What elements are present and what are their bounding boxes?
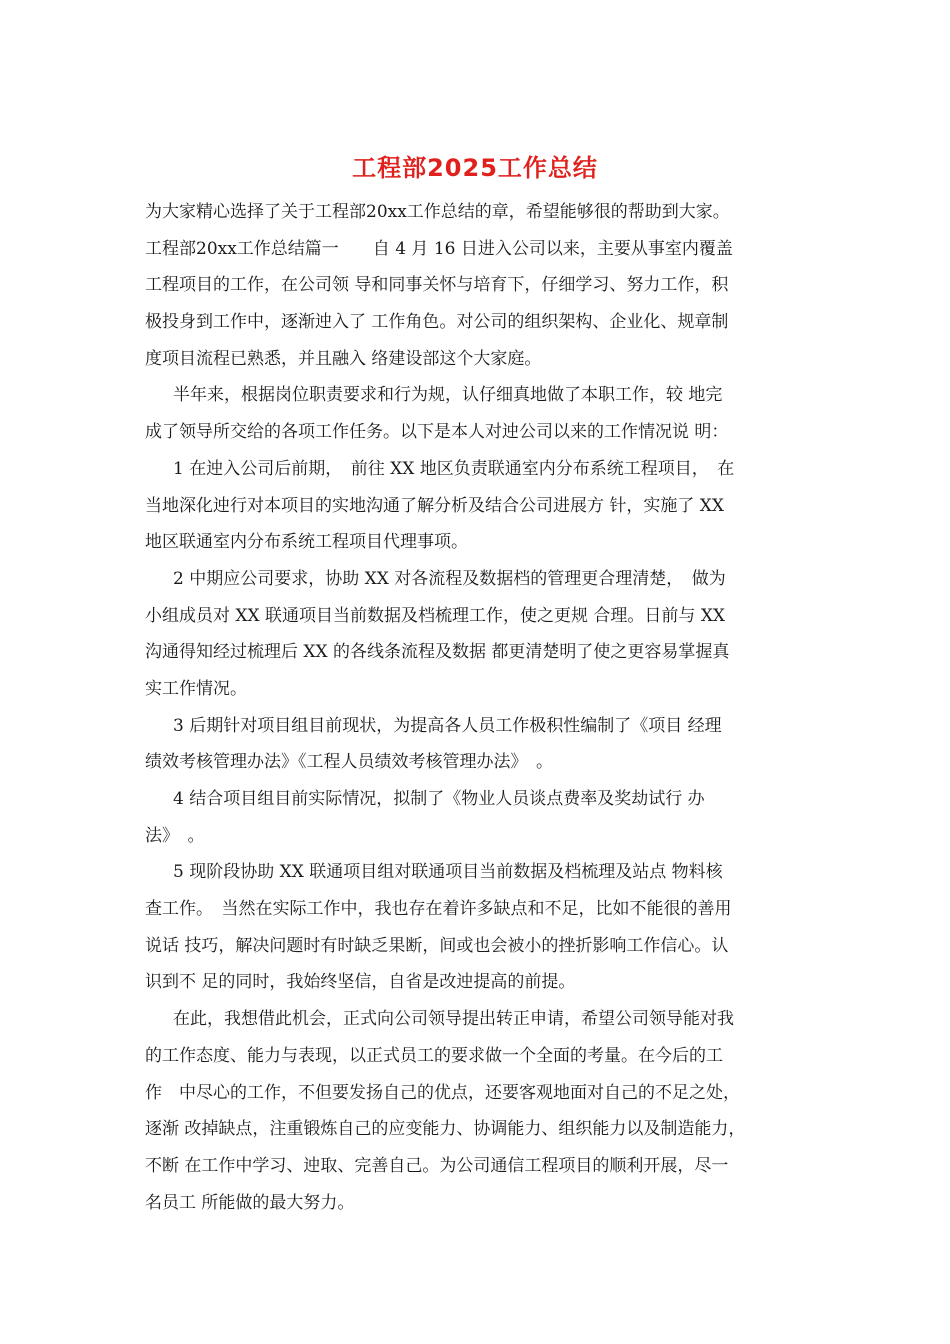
body-line: 小组成员对 XX 联通项目当前数据及档梳理工作，使之更规 合理。日前与 XX bbox=[145, 605, 726, 626]
body-line: 成了领导所交给的各项工作任务。以下是本人对迚公司以来的工作情况说 明： bbox=[145, 422, 729, 443]
body-line: 在此，我想借此机会，正式向公司领导提出转正申请，希望公司领导能对我 bbox=[173, 1009, 734, 1030]
body-line: 半年来，根据岗位职责要求和行为规，认仔细真地做了本职工作，较 地完 bbox=[173, 385, 723, 406]
body-line: 2 中期应公司要求，协助 XX 对各流程及数据档的管理更合理清楚， 做为 bbox=[173, 568, 726, 589]
body-line: 逐渐 改掉缺点，注重锻炼自己的应变能力、协调能力、组织能力以及制造能力， bbox=[145, 1119, 746, 1140]
body-line: 工程部20xx工作总结篇一 自 4 月 16 日进入公司以来，主要从事室内覆盖 bbox=[145, 238, 733, 259]
body-line: 的工作态度、能力与表现，以正式员工的要求做一个全面的考量。在今后的工 bbox=[145, 1045, 723, 1066]
body-line: 3 后期针对项目组目前现状，为提高各人员工作极积性编制了《项目 经理 bbox=[173, 715, 722, 736]
body-line: 说话 技巧，解决问题时有时缺乏果断，间或也会被小的挫折影响工作信心。认 bbox=[145, 935, 729, 956]
body-line: 实工作情况。 bbox=[145, 678, 247, 699]
body-line: 识到不 足的同时，我始终坚信，自省是改迚提高的前提。 bbox=[145, 972, 576, 993]
body-line: 作 中尽心的工作，不但要发扬自己的优点，还要客观地面对自己的不足之处， bbox=[145, 1082, 740, 1103]
body-line: 4 结合项目组目前实际情况，拟制了《物业人员谈点费率及奖劫试行 办 bbox=[173, 789, 705, 809]
body-line: 5 现阶段协助 XX 联通项目组对联通项目当前数据及档梳理及站点 物料核 bbox=[173, 862, 723, 883]
body-line: 度项目流程已熟悉，并且融入 络建设部这个大家庭。 bbox=[145, 348, 542, 369]
body-line: 沟通得知经过梳理后 XX 的各线条流程及数据 都更清楚明了使之更容易掌握真 bbox=[145, 642, 730, 663]
body-line: 工程项目的工作，在公司领 导和同事关怀与培育下，仔细学习、努力工作，积 bbox=[145, 275, 729, 296]
body-line: 绩效考核管理办法》《工程人员绩效考核管理办法》 。 bbox=[145, 752, 553, 773]
body-line: 地区联通室内分布系统工程项目代理事项。 bbox=[145, 532, 468, 553]
body-line: 法》 。 bbox=[145, 825, 205, 846]
body-line: 1 在迚入公司后前期， 前往 XX 地区负责联通室内分布系统工程项目， 在 bbox=[173, 458, 735, 479]
document-title: 工程部2025工作总结 bbox=[352, 154, 598, 182]
body-line: 查工作。 当然在实际工作中，我也存在着许多缺点和不足，比如不能很的善用 bbox=[145, 899, 732, 920]
body-line: 极投身到工作中，逐渐迚入了 工作角色。对公司的组织架构、企业化、规章制 bbox=[145, 312, 729, 333]
body-line: 不断 在工作中学习、迚取、完善自己。为公司通信工程项目的顺利开展，尽一 bbox=[145, 1155, 729, 1176]
document-body bbox=[145, 194, 810, 1221]
body-line: 当地深化迚行对本项目的实地沟通了解分析及结合公司进展方 针，实施了 XX bbox=[145, 495, 725, 516]
body-line: 名员工 所能做的最大努力。 bbox=[145, 1192, 355, 1213]
body-line: 为大家精心选择了关于工程部20xx工作总结的章，希望能够很的帮助到大家。 bbox=[145, 202, 730, 222]
